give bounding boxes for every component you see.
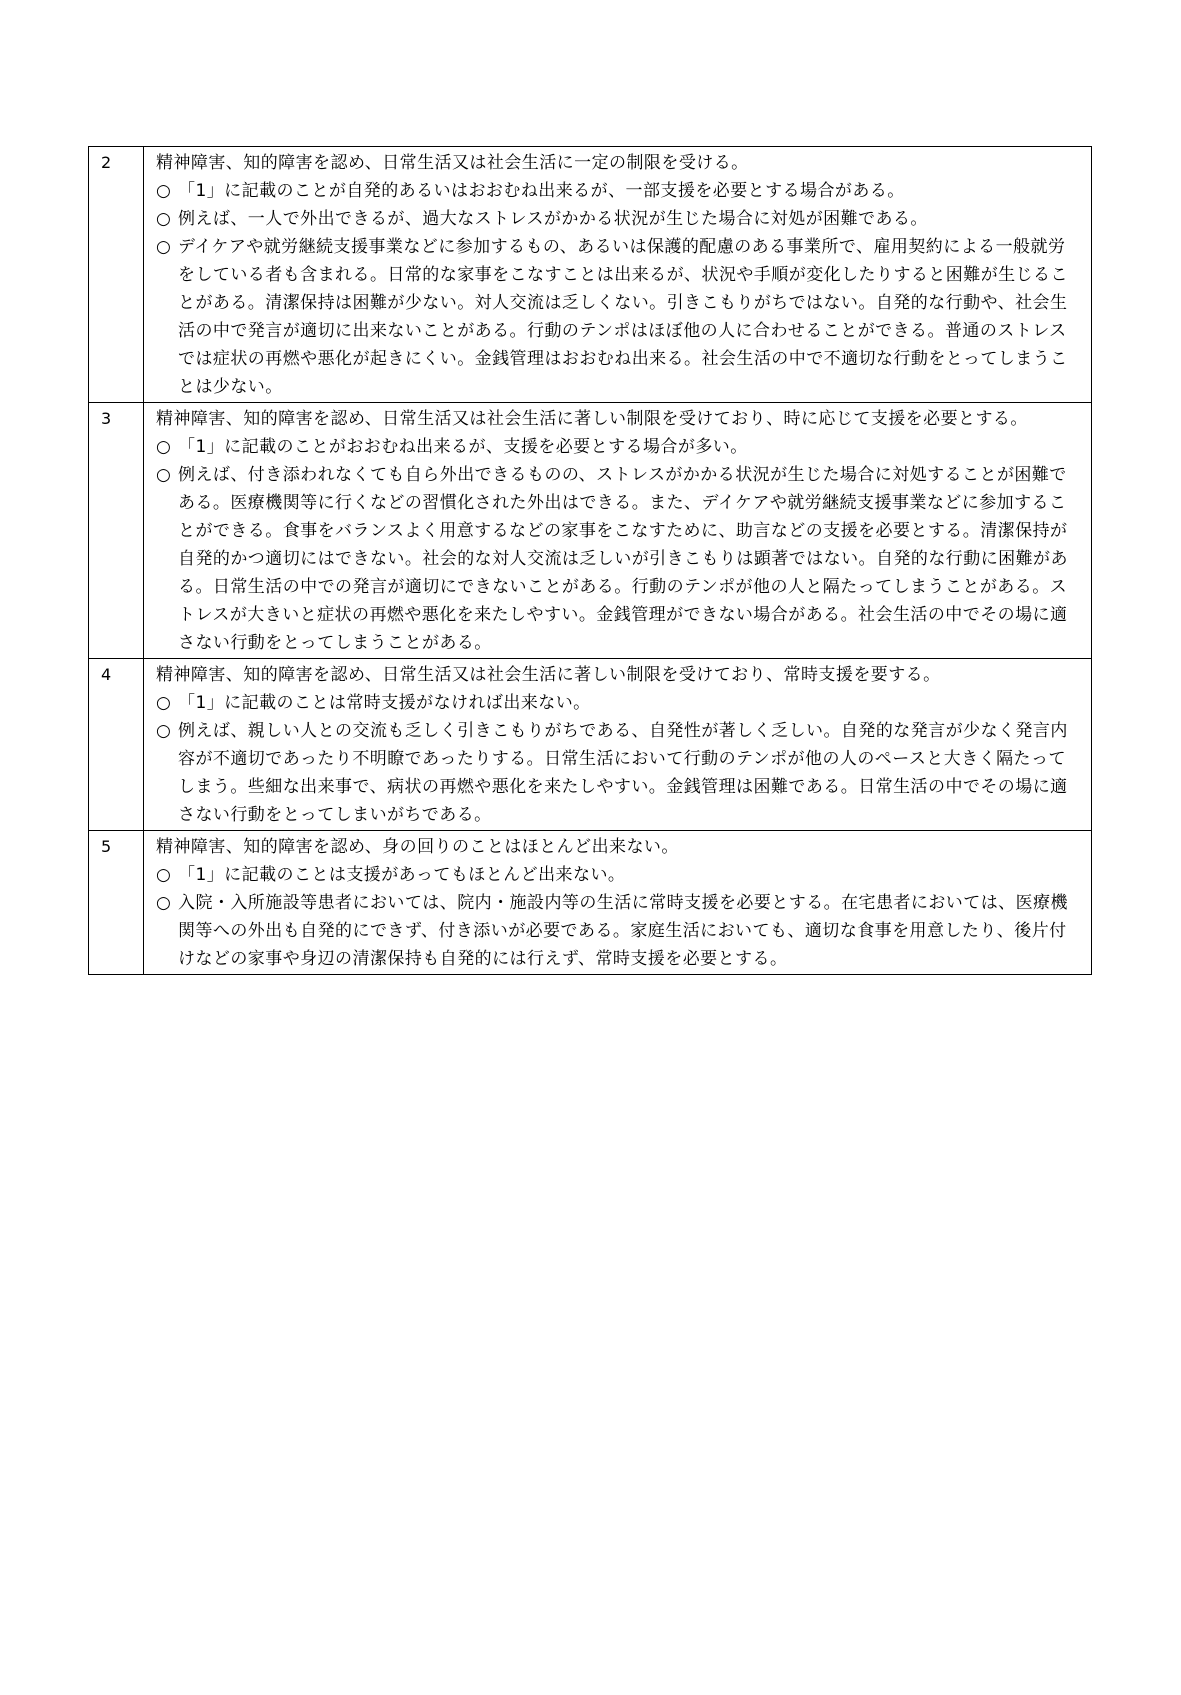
list-item-text: 例えば、親しい人との交流も乏しく引きこもりがちである、自発性が著しく乏しい。自発的な発言が少なく発言内容が不適切であったり不明瞭であったりする。日常生活において行動のテンポが他の人のペースと大きく隔たってしまう。些細な出来事で、病状の再燃や悪化を来たしやすい。金銭管理は困難である。日常生活の中でその場に適さない行動をとってしまいがちである。 [178, 721, 1068, 825]
grade-summary: 精神障害、知的障害を認め、日常生活又は社会生活に一定の制限を受ける。 [156, 153, 749, 173]
disability-grade-table [88, 146, 1092, 975]
list-item [156, 717, 1081, 829]
list-item [156, 861, 1081, 889]
grade-description [144, 147, 1092, 403]
grade-summary: 精神障害、知的障害を認め、日常生活又は社会生活に著しい制限を受けており、常時支援を要する。 [156, 665, 941, 685]
grade-summary: 精神障害、知的障害を認め、身の回りのことはほとんど出来ない。 [156, 837, 679, 857]
grade-description [144, 403, 1092, 659]
grade-description [144, 831, 1092, 975]
grade-summary: 精神障害、知的障害を認め、日常生活又は社会生活に著しい制限を受けており、時に応じて支援を必要とする。 [156, 409, 1028, 429]
list-item-text: 例えば、付き添われなくても自ら外出できるものの、ストレスがかかる状況が生じた場合に対処することが困難である。医療機関等に行くなどの習慣化された外出はできる。また、デイケアや就労継続支援事業などに参加することができる。食事をバランスよく用意するなどの家事をこなすために、助言などの支援を必要とする。清潔保持が自発的かつ適切にはできない。社会的な対人交流は乏しいが引きこもりは顕著ではない。自発的な行動に困難がある。日常生活の中での発言が適切にできないことがある。行動のテンポが他の人と隔たってしまうことがある。ストレスが大きいと症状の再燃や悪化を来たしやすい。金銭管理ができない場合がある。社会生活の中でその場に適さない行動をとってしまうことがある。 [178, 465, 1068, 653]
list-item [156, 889, 1081, 973]
grade-number: 5 [89, 831, 144, 975]
grade-description [144, 659, 1092, 831]
list-item-text: 入院・入所施設等患者においては、院内・施設内等の生活に常時支援を必要とする。在宅患者においては、医療機関等への外出も自発的にできず、付き添いが必要である。家庭生活においても、適切な食事を用意したり、後片付けなどの家事や身辺の清潔保持も自発的には行えず、常時支援を必要とする。 [178, 893, 1068, 969]
circle-bullet: ○ [156, 181, 172, 201]
grade-row [89, 659, 1092, 831]
list-item-text: 例えば、一人で外出できるが、過大なストレスがかかる状況が生じた場合に対処が困難である。 [178, 209, 928, 229]
grade-number: 4 [89, 659, 144, 831]
list-item [156, 233, 1081, 401]
list-item-text: 「1」に記載のことがおおむね出来るが、支援を必要とする場合が多い。 [178, 437, 748, 457]
grade-number: 2 [89, 147, 144, 403]
circle-bullet: ○ [156, 465, 172, 485]
list-item [156, 205, 1081, 233]
circle-bullet: ○ [156, 865, 172, 885]
grade-row [89, 403, 1092, 659]
list-item-text: 「1」に記載のことは常時支援がなければ出来ない。 [178, 693, 591, 713]
grade-number: 3 [89, 403, 144, 659]
grade-row [89, 147, 1092, 403]
list-item-text: デイケアや就労継続支援事業などに参加するもの、あるいは保護的配慮のある事業所で、雇用契約による一般就労をしている者も含まれる。日常的な家事をこなすことは出来るが、状況や手順が変化したりすると困難が生じることがある。清潔保持は困難が少ない。対人交流は乏しくない。引きこもりがちではない。自発的な行動や、社会生活の中で発言が適切に出来ないことがある。行動のテンポはほぼ他の人に合わせることができる。普通のストレスでは症状の再燃や悪化が起きにくい。金銭管理はおおむね出来る。社会生活の中で不適切な行動をとってしまうことは少ない。 [178, 237, 1068, 397]
circle-bullet: ○ [156, 721, 172, 741]
circle-bullet: ○ [156, 437, 172, 457]
list-item-text: 「1」に記載のことは支援があってもほとんど出来ない。 [178, 865, 626, 885]
list-item [156, 689, 1081, 717]
circle-bullet: ○ [156, 209, 172, 229]
list-item [156, 461, 1081, 657]
circle-bullet: ○ [156, 693, 172, 713]
grade-row [89, 831, 1092, 975]
circle-bullet: ○ [156, 237, 172, 257]
list-item [156, 177, 1081, 205]
list-item [156, 433, 1081, 461]
list-item-text: 「1」に記載のことが自発的あるいはおおむね出来るが、一部支援を必要とする場合がある。 [178, 181, 905, 201]
circle-bullet: ○ [156, 893, 172, 913]
